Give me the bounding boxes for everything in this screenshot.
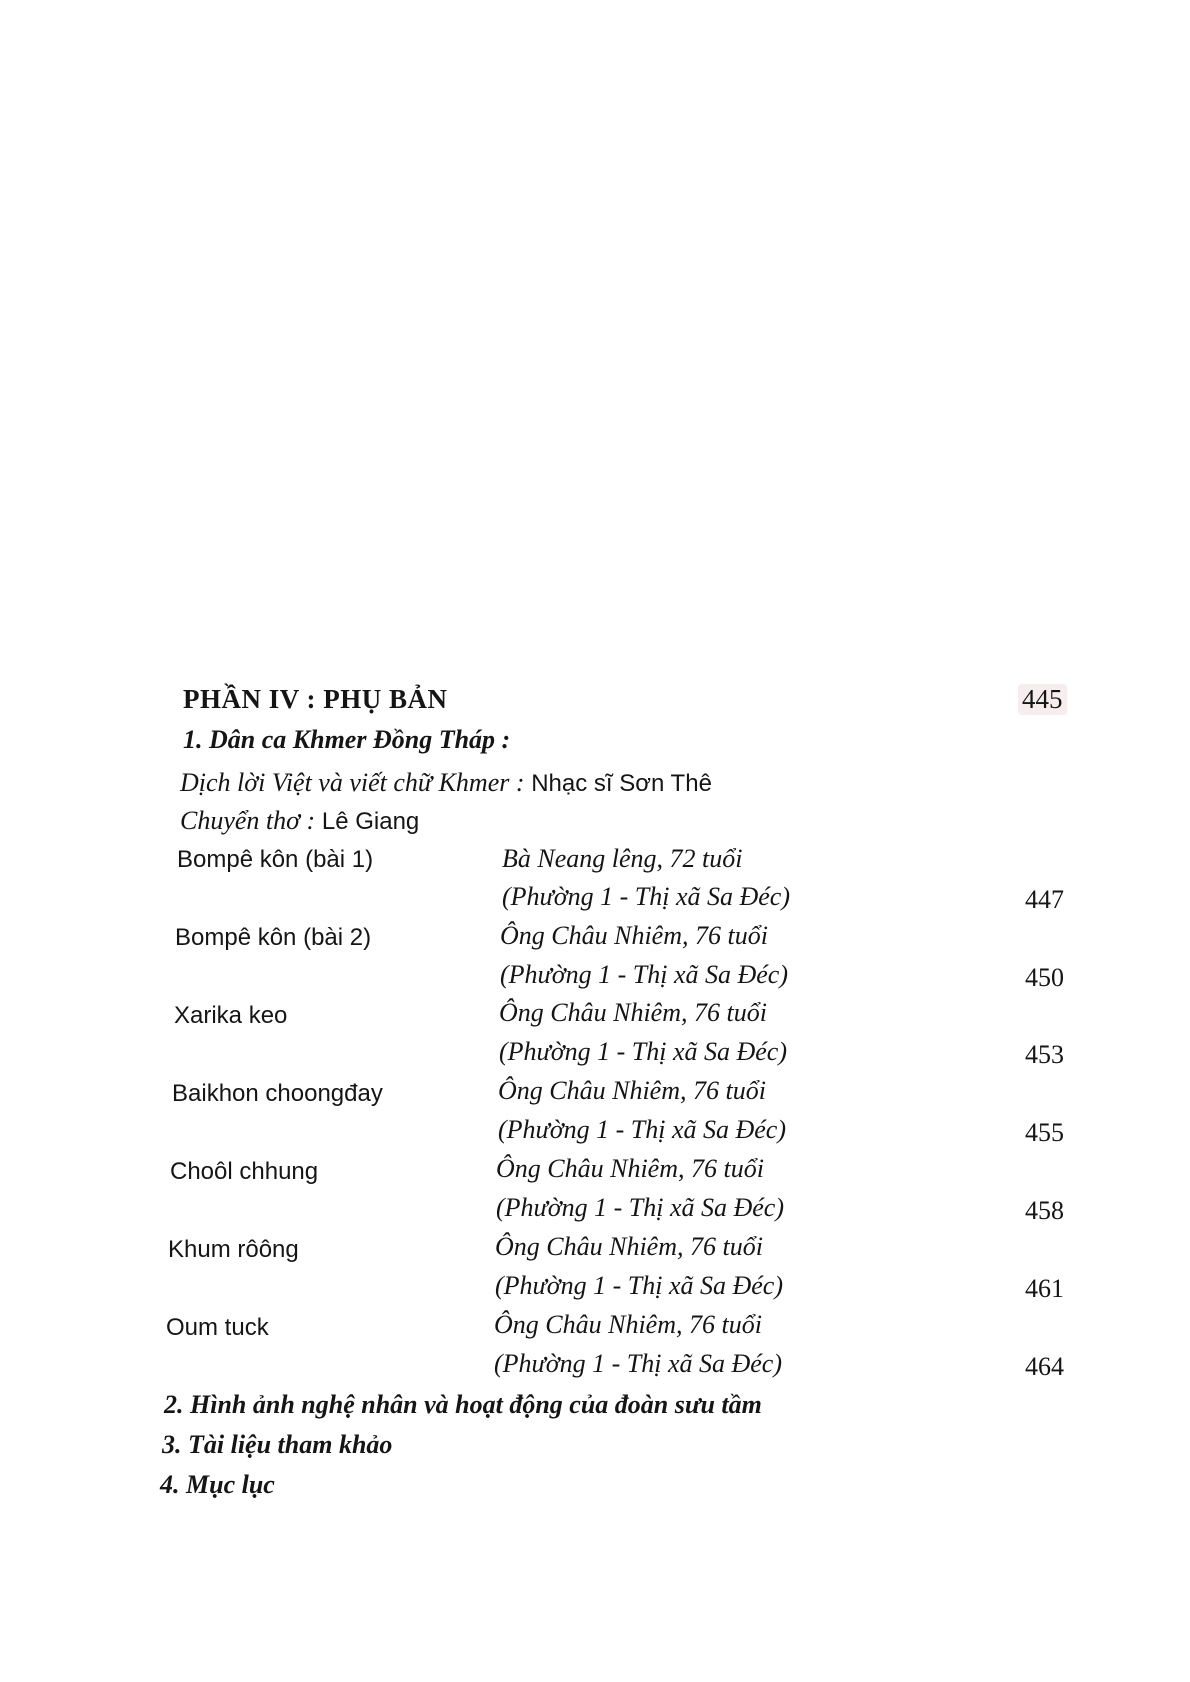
- song-performer: Ông Châu Nhiêm, 76 tuổi: [499, 998, 767, 1027]
- credit-line-translation: [180, 768, 712, 798]
- song-location: (Phường 1 - Thị xã Sa Đéc): [499, 1037, 787, 1066]
- song-title: Baikhon choongđay: [172, 1080, 383, 1107]
- credit-person: Nhạc sĩ Sơn Thê: [524, 770, 712, 797]
- song-title: Khum rôông: [168, 1236, 299, 1263]
- subsection-title: 1. Dân ca Khmer Đồng Tháp :: [183, 725, 511, 754]
- credit-role: Chuyển thơ :: [180, 806, 316, 835]
- song-performer: Ông Châu Nhiêm, 76 tuổi: [498, 1076, 766, 1105]
- song-title: Xarika keo: [174, 1002, 288, 1029]
- section-item-references: 3. Tài liệu tham khảo: [162, 1430, 393, 1459]
- song-page-number: 453: [1025, 1040, 1064, 1069]
- song-performer: Ông Châu Nhiêm, 76 tuổi: [496, 1154, 764, 1183]
- song-performer: Ông Châu Nhiêm, 76 tuổi: [494, 1310, 762, 1339]
- song-location: (Phường 1 - Thị xã Sa Đéc): [496, 1193, 784, 1222]
- part-heading-page-number: 445: [1018, 684, 1067, 715]
- song-performer: Ông Châu Nhiêm, 76 tuổi: [500, 921, 768, 950]
- song-performer: Ông Châu Nhiêm, 76 tuổi: [495, 1232, 763, 1261]
- credit-role: Dịch lời Việt và viết chữ Khmer :: [180, 768, 525, 797]
- song-location: (Phường 1 - Thị xã Sa Đéc): [500, 960, 788, 989]
- song-page-number: 461: [1025, 1274, 1064, 1303]
- song-title: Bompê kôn (bài 2): [175, 924, 372, 951]
- song-title: Choôl chhung: [170, 1158, 319, 1185]
- song-title: Bompê kôn (bài 1): [177, 846, 374, 873]
- song-location: (Phường 1 - Thị xã Sa Đéc): [494, 1349, 782, 1378]
- section-item-contents: 4. Mục lục: [160, 1470, 275, 1499]
- section-item-images: 2. Hình ảnh nghệ nhân và hoạt động của đoàn sưu tầm: [164, 1390, 762, 1419]
- song-performer: Bà Neang lêng, 72 tuổi: [502, 844, 743, 873]
- credit-line-poetry: [180, 806, 419, 836]
- credit-person: Lê Giang: [315, 808, 420, 835]
- song-location: (Phường 1 - Thị xã Sa Đéc): [495, 1271, 783, 1300]
- part-heading: PHẦN IV : PHỤ BẢN: [183, 684, 448, 714]
- song-location: (Phường 1 - Thị xã Sa Đéc): [502, 882, 790, 911]
- song-page-number: 455: [1025, 1118, 1064, 1147]
- song-page-number: 458: [1025, 1196, 1064, 1225]
- song-title: Oum tuck: [166, 1314, 269, 1341]
- song-location: (Phường 1 - Thị xã Sa Đéc): [498, 1115, 786, 1144]
- song-page-number: 447: [1025, 885, 1064, 914]
- song-page-number: 464: [1025, 1352, 1064, 1381]
- song-page-number: 450: [1025, 963, 1064, 992]
